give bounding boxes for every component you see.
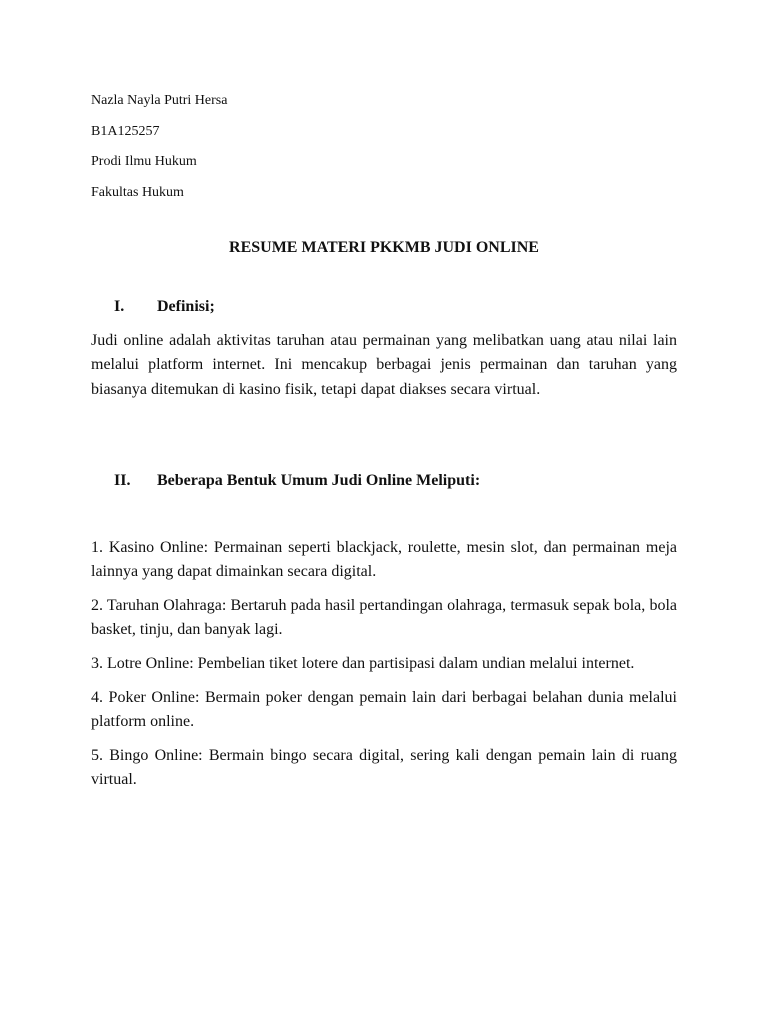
forms-list: [91, 536, 677, 792]
section-title: Beberapa Bentuk Umum Judi Online Meliputi:: [157, 472, 481, 489]
document-title: RESUME MATERI PKKMB JUDI ONLINE: [229, 238, 539, 256]
list-item: 5. Bingo Online: Bermain bingo secara digital, sering kali dengan pemain lain di ruang virtual.: [91, 747, 677, 788]
section-spacer: [91, 402, 677, 471]
faculty: Fakultas Hukum: [91, 184, 184, 200]
section-heading-forms: [91, 471, 677, 491]
list-item: 4. Poker Online: Bermain poker dengan pemain lain dari berbagai belahan dunia melalui platform online.: [91, 689, 677, 730]
section-number: I.: [114, 297, 125, 315]
section-number: II.: [114, 472, 131, 489]
section-title: Definisi;: [157, 297, 215, 315]
list-item: 2. Taruhan Olahraga: Bertaruh pada hasil pertandingan olahraga, termasuk sepak bola, bola basket, tinju, dan banyak lagi.: [91, 597, 677, 638]
author-name: Nazla Nayla Putri Hersa: [91, 93, 228, 108]
student-id: B1A125257: [91, 123, 160, 139]
author-info: [91, 92, 677, 202]
section-spacer: [91, 491, 677, 536]
list-item: 3. Lotre Online: Pembelian tiket lotere dan partisipasi dalam undian melalui internet.: [91, 655, 635, 672]
list-item: 1. Kasino Online: Permainan seperti blackjack, roulette, mesin slot, dan permainan meja lainnya yang dapat dimainkan secara digital.: [91, 539, 677, 580]
study-program: Prodi Ilmu Hukum: [91, 154, 197, 169]
section-heading-definition: [91, 297, 677, 317]
definition-paragraph: Judi online adalah aktivitas taruhan atau permainan yang melibatkan uang atau nilai lain melalui platform internet. Ini mencakup berbagai jenis permainan dan taruhan yang biasanya ditemukan di kasino fisik, tetapi dapat diakses secara virtual.: [91, 331, 677, 398]
